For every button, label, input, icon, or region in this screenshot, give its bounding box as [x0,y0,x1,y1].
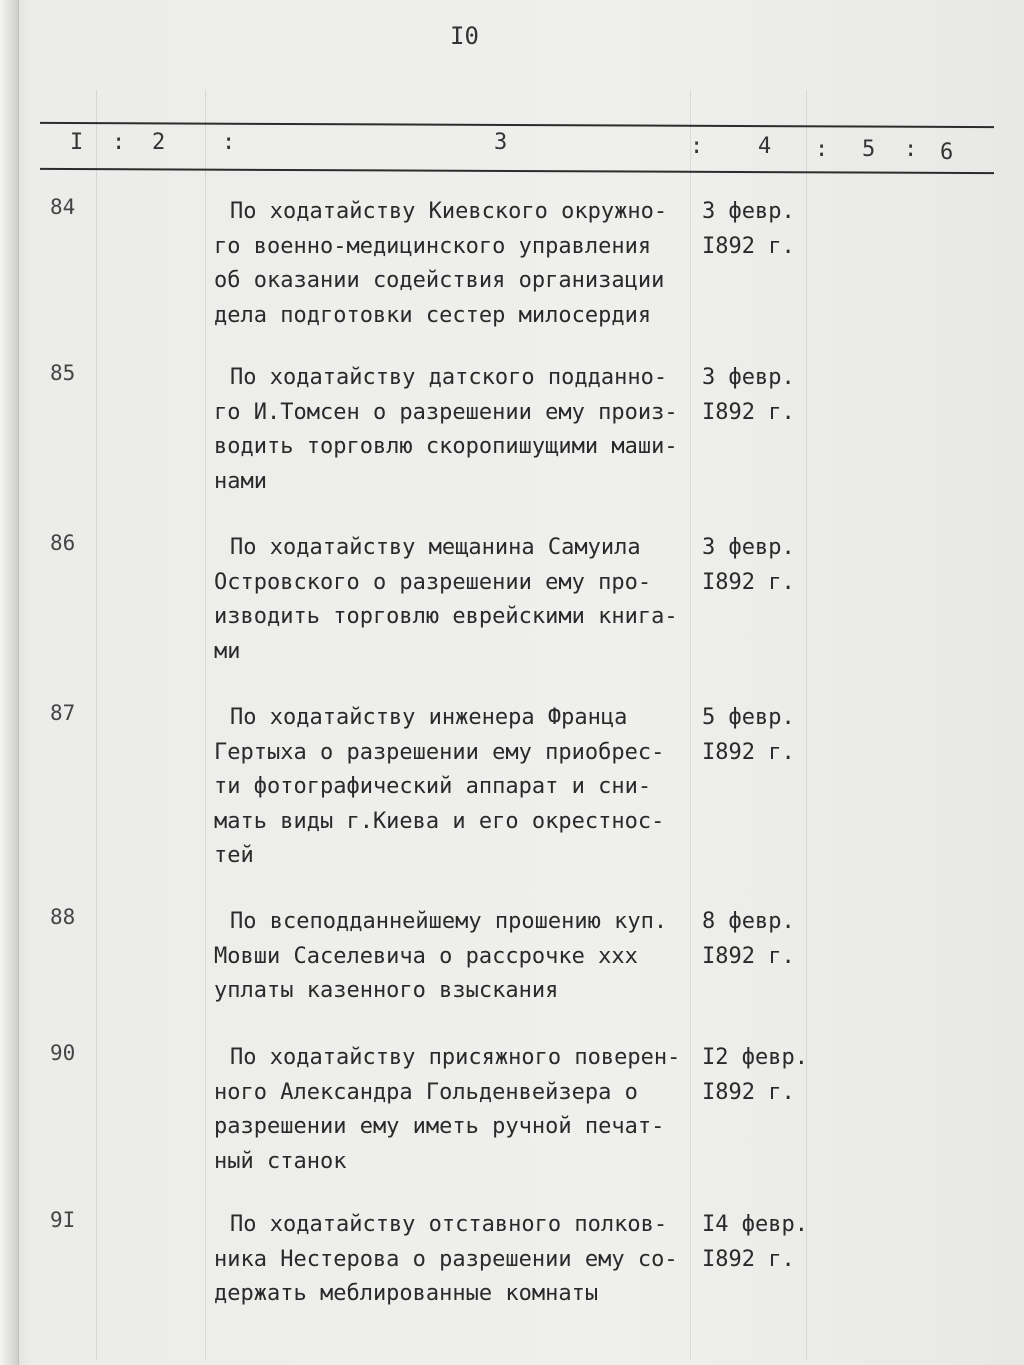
header-separator: : [222,130,236,155]
entry-number: 9I [50,1208,76,1232]
entry-date-year: I892 г. [702,1079,795,1105]
header-col-4: 4 [758,134,772,159]
entry-description [214,531,694,669]
entry-text-line: По ходатайству отставного полков- [230,1212,668,1237]
entry-text-line: мать виды г.Киева и его окрестнос- [214,808,665,834]
entry-date-day: 3 февр. [702,199,795,224]
entry-text-line: Мовши Саселевича о рассрочке ххх [214,943,638,969]
entry-text-line: об оказании содействия организации [214,268,665,293]
entry-date-year: I892 г. [702,399,795,425]
entry-text-line: По ходатайству мещанина Самуила [230,535,641,560]
header-separator: : [904,137,918,162]
entry-text-line: ми [214,638,241,664]
entry-text-line: ти фотографический аппарат и сни- [214,774,652,799]
entry-text-line: нами [214,468,267,494]
entry-text-line: По ходатайству присяжного поверен- [230,1045,681,1070]
entry-description [214,1208,694,1312]
entry-text-line: Островского о разрешении ему про- [214,569,652,595]
page-number: I0 [450,22,479,50]
entry-number: 90 [50,1041,76,1065]
entry-text-line: дела подготовки сестер милосердия [214,302,652,328]
entry-text-line: По ходатайству инженера Франца [230,705,628,730]
entry-text-line: разрешении ему иметь ручной печат- [214,1114,665,1139]
header-col-3: 3 [494,130,508,155]
entry-date-year: I892 г. [702,943,795,969]
entry-date [702,701,822,770]
entry-text-line: го И.Томсен о разрешении ему произ- [214,399,678,425]
header-col-2: 2 [152,130,166,155]
entry-date [702,1208,822,1277]
entry-text-line: По ходатайству Киевского окружно- [230,199,668,224]
entry-description [214,1041,694,1179]
entry-date-year: I892 г. [702,739,795,765]
entry-description [214,361,694,499]
entry-number: 84 [50,195,76,219]
header-separator: : [112,130,126,155]
entry-description [214,195,694,333]
ghost-column-line [96,90,97,1360]
header-col-6: 6 [940,140,954,165]
entry-text-line: ного Александра Гольденвейзера о [214,1079,638,1105]
entry-date-year: I892 г. [702,233,795,259]
entry-date [702,905,822,974]
header-col-5: 5 [862,137,876,162]
entry-description [214,701,694,874]
entry-date-day: I2 февр. [702,1045,808,1070]
entry-date-day: 3 февр. [702,365,795,390]
entry-text-line: ника Нестерова о разрешении ему со- [214,1246,678,1272]
entry-text-line: го военно-медицинского управления [214,233,652,259]
entry-number: 85 [50,361,76,385]
entry-description [214,905,694,1009]
entry-date-year: I892 г. [702,1246,795,1272]
entry-number: 87 [50,701,76,725]
entry-date-day: 3 февр. [702,535,795,560]
header-separator: : [815,137,829,162]
entry-text-line: изводить торговлю еврейскими книга- [214,604,678,629]
ghost-column-line [205,90,206,1360]
entry-date-day: I4 февр. [702,1212,808,1237]
entry-date-year: I892 г. [702,569,795,595]
entry-text-line: уплаты казенного взыскания [214,978,559,1003]
entry-text-line: ный станок [214,1148,347,1174]
entry-date-day: 5 февр. [702,705,795,730]
header-bottom-rule [40,168,994,174]
entry-date [702,531,822,600]
header-col-1: I [70,130,84,155]
entry-text-line: тей [214,843,254,868]
entry-text-line: Гертыха о разрешении ему приобрес- [214,739,665,765]
header-separator: : [690,134,704,159]
entry-date-day: 8 февр. [702,909,795,934]
entry-date [702,361,822,430]
entry-text-line: По всеподданнейшему прошению куп. [230,909,668,934]
entry-number: 88 [50,905,76,929]
entry-date [702,1041,822,1110]
entry-number: 86 [50,531,76,555]
entry-date [702,195,822,264]
header-top-rule [40,122,994,128]
entry-text-line: По ходатайству датского подданно- [230,365,668,390]
binding-edge [0,0,19,1365]
entry-text-line: держать меблированные комнаты [214,1281,599,1306]
entry-text-line: водить торговлю скоропишущими маши- [214,434,678,459]
